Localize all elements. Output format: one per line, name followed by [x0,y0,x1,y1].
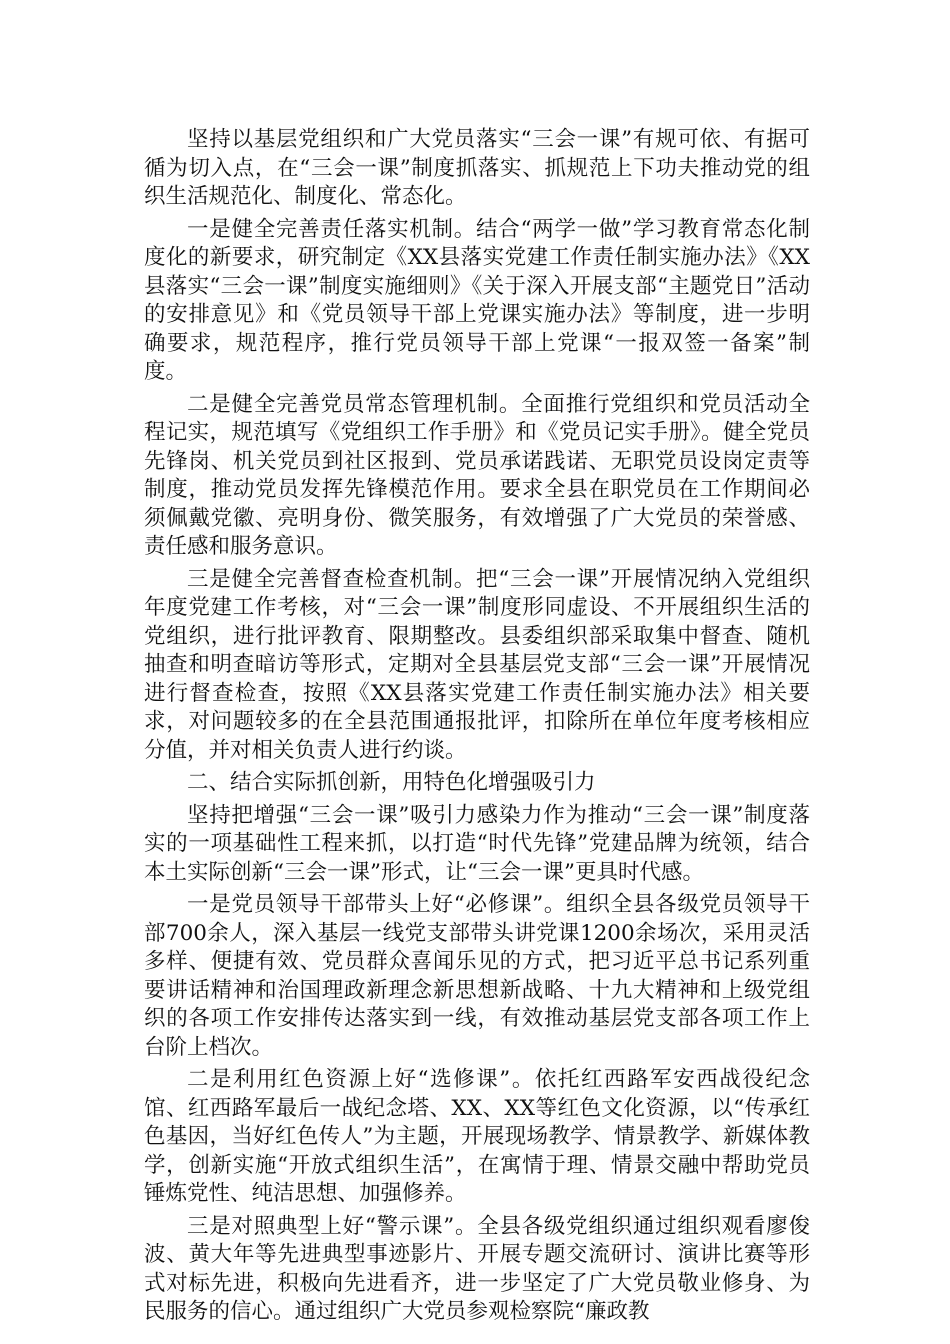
paragraph-warning-course: 三是对照典型上好“警示课”。全县各级党组织通过组织观看廖俊波、黄大年等先进典型事迹影片、开展专题交流研讨、演讲比赛等形式对标先进，积极向先进看齐，进一步坚定了广大党员敬业修身、为民服务的信心。通过组织广大党员参观检察院“廉政教 [144,1213,810,1324]
paragraph-intro: 坚持以基层党组织和广大党员落实“三会一课”有规可依、有据可循为切入点，在“三会一课”制度抓落实、抓规范上下功夫推动党的组织生活规范化、制度化、常态化。 [144,127,810,209]
paragraph-responsibility-mechanism: 一是健全完善责任落实机制。结合“两学一做”学习教育常态化制度化的新要求，研究制定《XX县落实党建工作责任制实施办法》《XX县落实“三会一课”制度实施细则》《关于深入开展支部“主题党日”活动的安排意见》和《党员领导干部上党课实施办法》等制度，进一步明确要求，规范程序，推行党员领导干部上党课“一报双签一备案”制度。 [144,216,810,384]
paragraph-elective-course: 二是利用红色资源上好“选修课”。依托红西路军安西战役纪念馆、红西路军最后一战纪念塔、XX、XX等红色文化资源，以“传承红色基因，当好红色传人”为主题，开展现场教学、情景教学、新媒体教学，创新实施“开放式组织生活”，在寓情于理、情景交融中帮助党员锤炼党性、纯洁思想、加强修养。 [144,1067,810,1206]
paragraph-attraction: 坚持把增强“三会一课”吸引力感染力作为推动“三会一课”制度落实的一项基础性工程来抓，以打造“时代先锋”党建品牌为统领，结合本土实际创新“三会一课”形式，让“三会一课”更具时代感。 [144,802,810,885]
paragraph-member-management: 二是健全完善党员常态管理机制。全面推行党组织和党员活动全程记实，规范填写《党组织工作手册》和《党员记实手册》。健全党员先锋岗、机关党员到社区报到、党员承诺践诺、无职党员设岗定责等制度，推动党员发挥先锋模范作用。要求全县在职党员在工作期间必须佩戴党徽、亮明身份、微笑服务，有效增强了广大党员的荣誉感、责任感和服务意识。 [144,391,810,559]
section-heading: 二、结合实际抓创新，用特色化增强吸引力 [187,770,596,795]
paragraph-inspection-mechanism: 三是健全完善督查检查机制。把“三会一课”开展情况纳入党组织年度党建工作考核，对“三会一课”制度形同虚设、不开展组织生活的党组织，进行批评教育、限期整改。县委组织部采取集中督查、随机抽查和明查暗访等形式，定期对全县基层党支部“三会一课”开展情况进行督查检查，按照《XX县落实党建工作责任制实施办法》相关要求，对问题较多的在全县范围通报批评，扣除所在单位年度考核相应分值，并对相关负责人进行约谈。 [144,566,810,763]
paragraph-required-course: 一是党员领导干部带头上好“必修课”。组织全县各级党员领导干部700余人，深入基层一线党支部带头讲党课1200余场次，采用灵活多样、便捷有效、党员群众喜闻乐见的方式，把习近平总书记系列重要讲话精神和治国理政新理念新思想新战略、十九大精神和上级党组织的各项工作安排传达落实到一线，有效推动基层党支部各项工作上台阶上档次。 [144,892,810,1060]
document-body [144,126,810,1331]
